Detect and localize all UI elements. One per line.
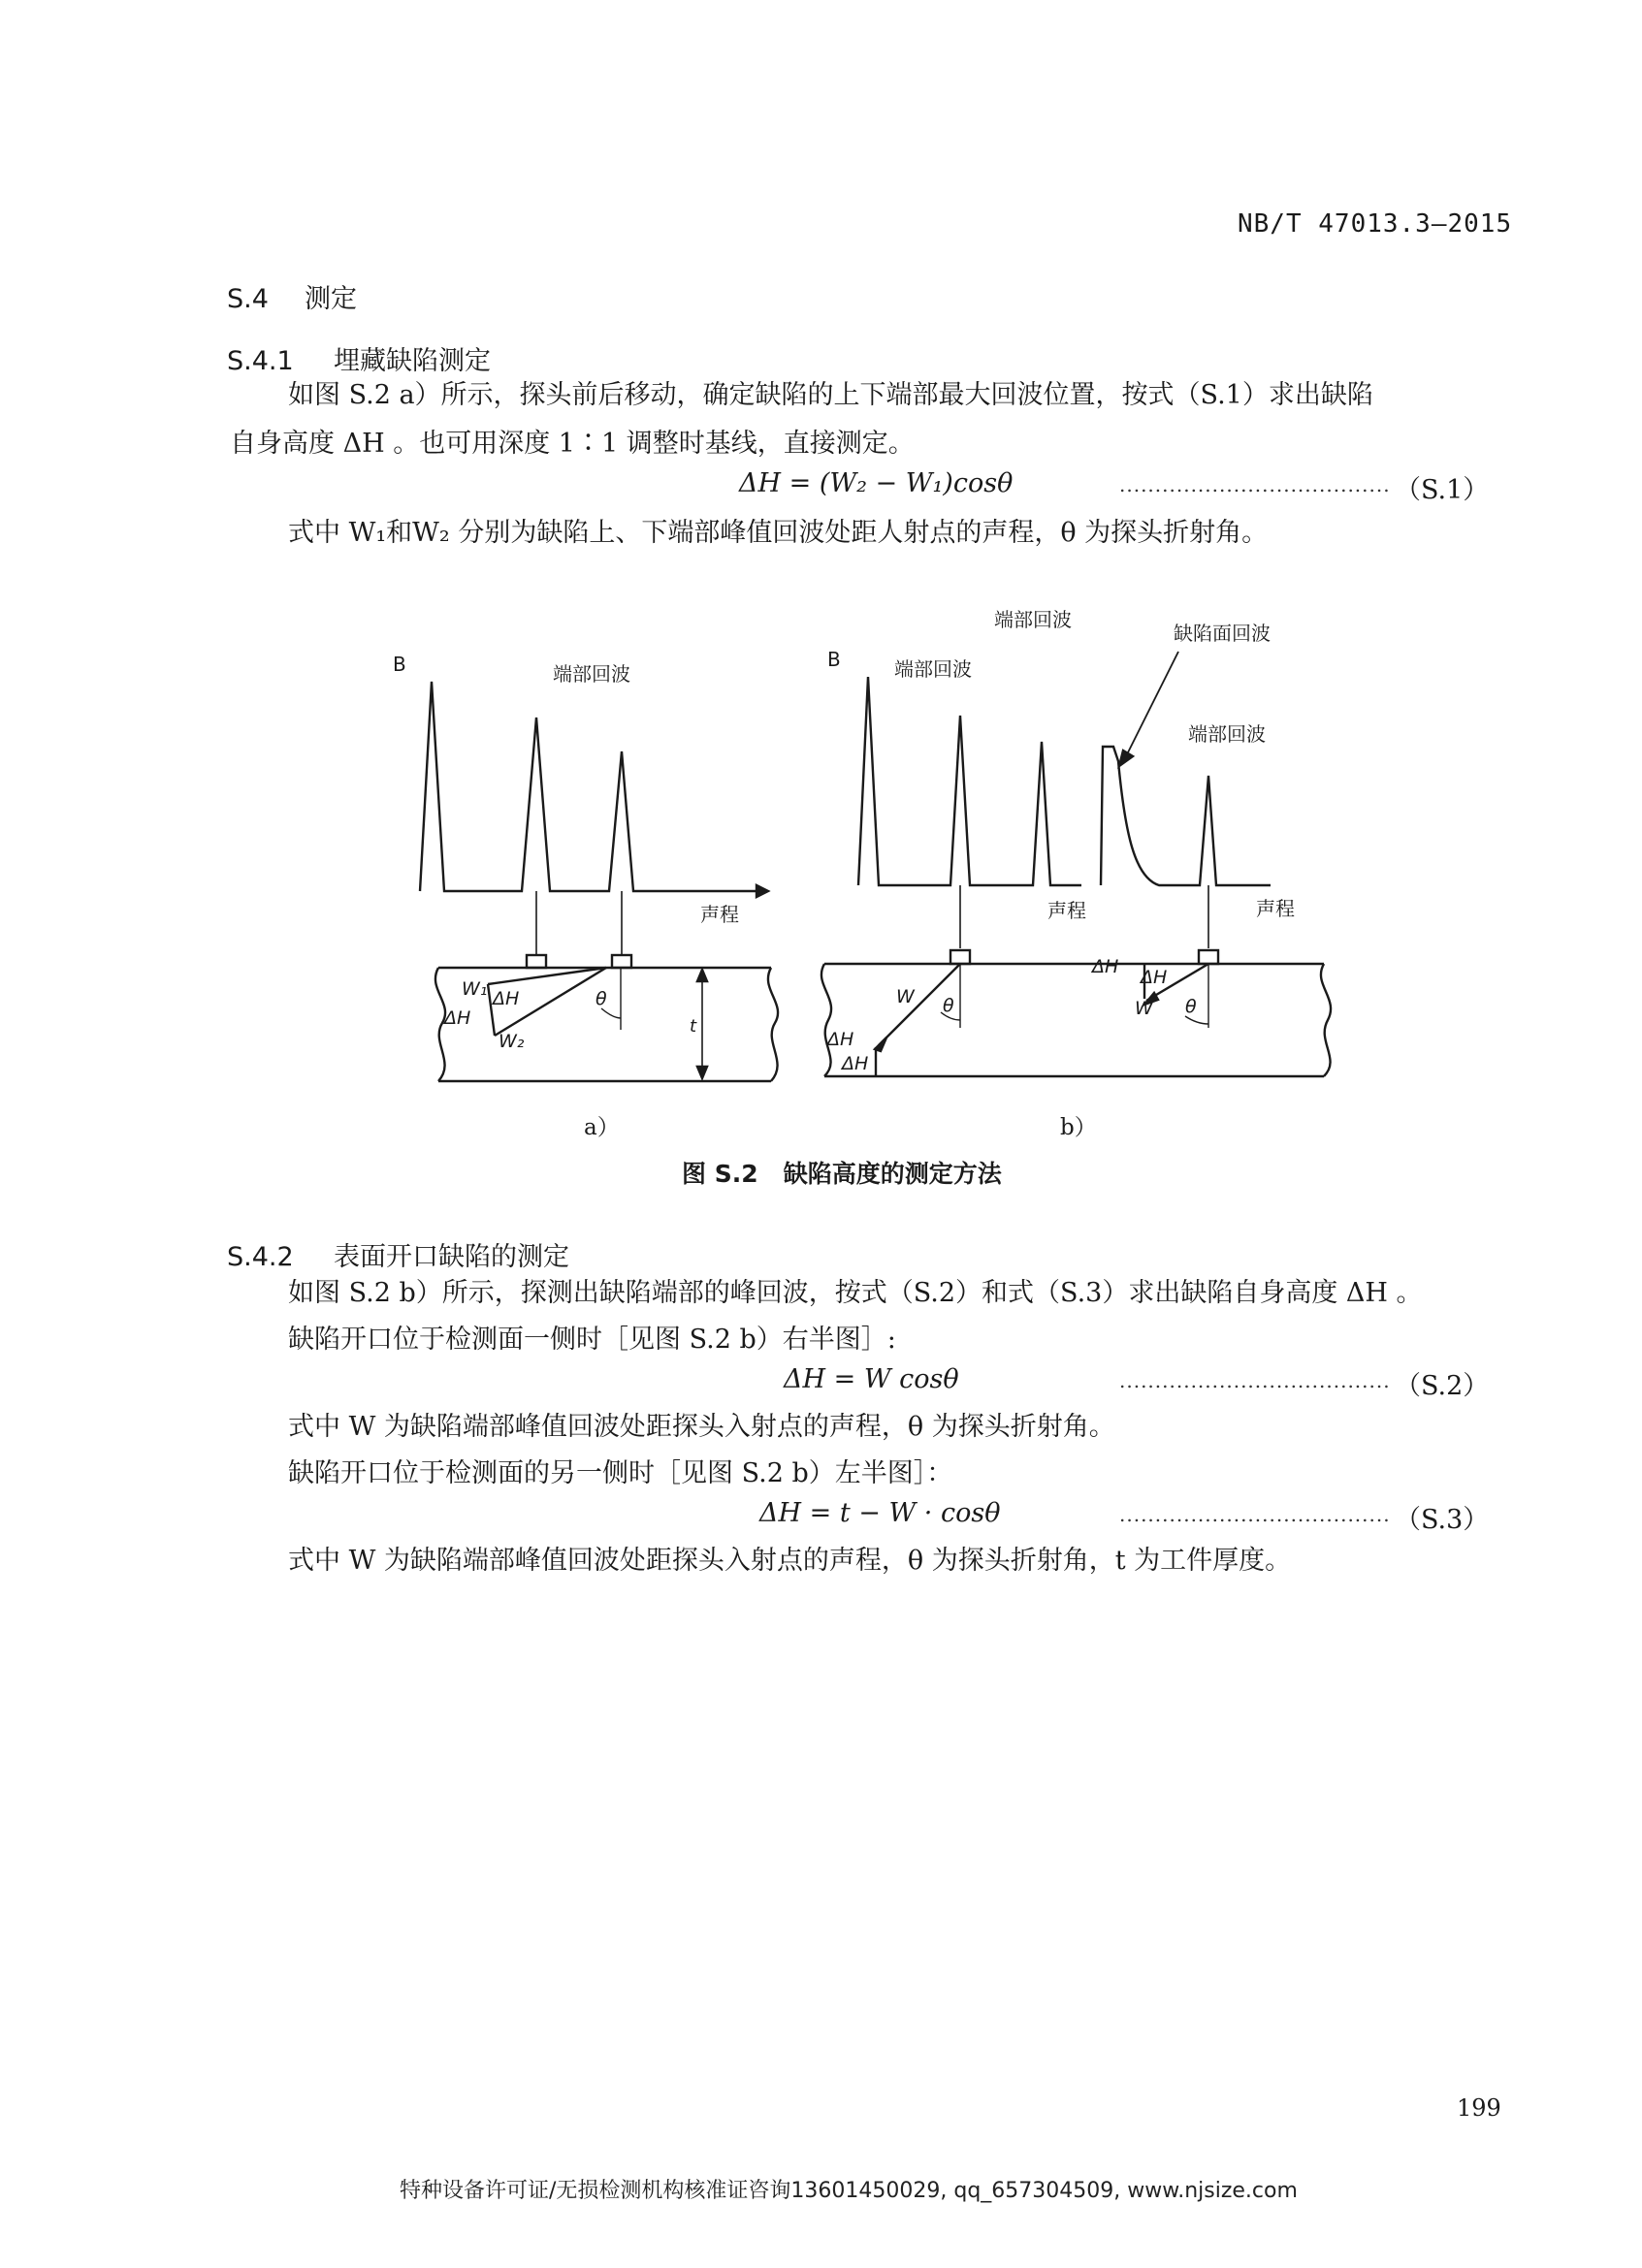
section-heading-s4	[227, 277, 357, 315]
label-dh-left1-b: ΔH	[827, 1029, 854, 1050]
paragraph-line: 缺陷开口位于检测面一侧时［见图 S.2 b）右半图］:	[288, 1325, 896, 1355]
label-dh-right-b: ΔH	[1141, 967, 1168, 988]
section-heading-s41	[227, 339, 491, 377]
label-b-a: B	[393, 653, 406, 676]
section-title: 埋藏缺陷测定	[334, 346, 491, 376]
footer-text: 特种设备许可证/无损检测机构核准证咨询13601450029, qq_657304509, www.njsize.com	[400, 2179, 1298, 2203]
page-number: 199	[1457, 2094, 1501, 2122]
a-scan-trace-b-right	[1101, 747, 1271, 885]
label-end-echo-a: 端部回波	[553, 662, 630, 686]
break-right-a	[768, 968, 778, 1081]
label-dh-surface-b: ΔH	[1092, 956, 1119, 977]
probe-b2	[1199, 950, 1218, 964]
a-scan-trace-b-left	[858, 677, 1081, 885]
label-sound-path-a: 声程	[700, 903, 739, 926]
equation-explanation: 式中 W 为缺陷端部峰值回波处距探头入射点的声程，θ 为探头折射角，t 为工件厚度。	[288, 1546, 1292, 1576]
probe-b1	[950, 950, 970, 964]
equation-leader-dots: ......................................	[1119, 1369, 1391, 1392]
paragraph-line: 如图 S.2 b）所示，探测出缺陷端部的峰回波，按式（S.2）和式（S.3）求出缺陷自身高度 ΔH 。	[288, 1278, 1423, 1308]
paragraph-line: 缺陷开口位于检测面的另一侧时［见图 S.2 b）左半图］：	[288, 1458, 953, 1488]
subfigure-label-a: a）	[584, 1115, 620, 1140]
beam-w1-a	[488, 968, 606, 984]
subfigure-label-b: b）	[1060, 1115, 1097, 1140]
label-end-echo-left-b: 端部回波	[894, 657, 972, 681]
label-dh-left2-b: ΔH	[842, 1053, 869, 1074]
section-heading-s42	[227, 1235, 569, 1273]
label-theta-left-b: θ	[943, 995, 954, 1016]
face-echo-pointer	[1125, 652, 1178, 758]
x-axis-arrow-a	[757, 885, 768, 897]
equation-s3: ΔH = t − W · cosθ	[759, 1498, 1001, 1528]
label-end-echo-right-b: 端部回波	[1188, 722, 1266, 746]
angle-arc-a	[601, 1008, 621, 1018]
label-w1-a: W₁	[462, 978, 488, 1000]
label-dh-left-a: ΔH	[444, 1007, 471, 1029]
label-theta-right-b: θ	[1185, 996, 1197, 1017]
equation-explanation: 式中 W₁和W₂ 分别为缺陷上、下端部峰值回波处距人射点的声程，θ 为探头折射角。	[288, 518, 1269, 548]
section-number: S.4.2	[227, 1242, 294, 1272]
section-title: 测定	[305, 284, 357, 314]
a-scan-trace-a	[420, 682, 737, 891]
document-code: NB/T 47013.3—2015	[1238, 209, 1513, 239]
label-sound-path-mid-b: 声程	[1047, 899, 1086, 922]
break-right-b	[1321, 964, 1331, 1076]
equation-number: （S.2）	[1395, 1371, 1490, 1401]
probe-a1	[527, 955, 546, 968]
figure-s2-diagram	[369, 591, 1358, 1144]
break-left-b	[821, 964, 831, 1076]
paragraph-line: 自身高度 ΔH 。也可用深度 1∶1 调整时基线，直接测定。	[230, 429, 915, 459]
label-end-echo-top-b: 端部回波	[994, 608, 1072, 631]
label-dh-inner-a: ΔH	[493, 988, 520, 1009]
equation-explanation: 式中 W 为缺陷端部峰值回波处距探头入射点的声程，θ 为探头折射角。	[288, 1412, 1115, 1442]
section-number: S.4.1	[227, 346, 294, 376]
label-b-b: B	[827, 648, 841, 671]
equation-s1: ΔH = (W₂ − W₁)cosθ	[739, 468, 1014, 498]
label-w-left-b: W	[896, 986, 915, 1007]
angle-arc-b-right	[1185, 1016, 1208, 1024]
equation-leader-dots: ......................................	[1119, 1503, 1391, 1526]
section-number: S.4	[227, 284, 269, 314]
label-theta-a: θ	[596, 988, 607, 1009]
section-title: 表面开口缺陷的测定	[334, 1242, 569, 1272]
equation-leader-dots: ......................................	[1119, 473, 1391, 496]
label-w2-a: W₂	[499, 1031, 525, 1052]
label-w-right-b: W	[1135, 998, 1153, 1019]
probe-a2	[612, 955, 631, 968]
paragraph-line: 如图 S.2 a）所示，探头前后移动，确定缺陷的上下端部最大回波位置，按式（S.1）求出缺陷	[288, 380, 1373, 410]
figure-title: 缺陷高度的测定方法	[783, 1160, 1002, 1188]
label-face-echo-b: 缺陷面回波	[1174, 622, 1271, 645]
equation-number: （S.1）	[1395, 475, 1490, 505]
equation-s2: ΔH = W cosθ	[784, 1364, 959, 1394]
label-t-a: t	[690, 1016, 697, 1037]
figure-number: 图 S.2	[682, 1160, 758, 1188]
equation-number: （S.3）	[1395, 1505, 1490, 1535]
label-sound-path-right-b: 声程	[1256, 897, 1295, 920]
figure-caption	[682, 1155, 1002, 1190]
